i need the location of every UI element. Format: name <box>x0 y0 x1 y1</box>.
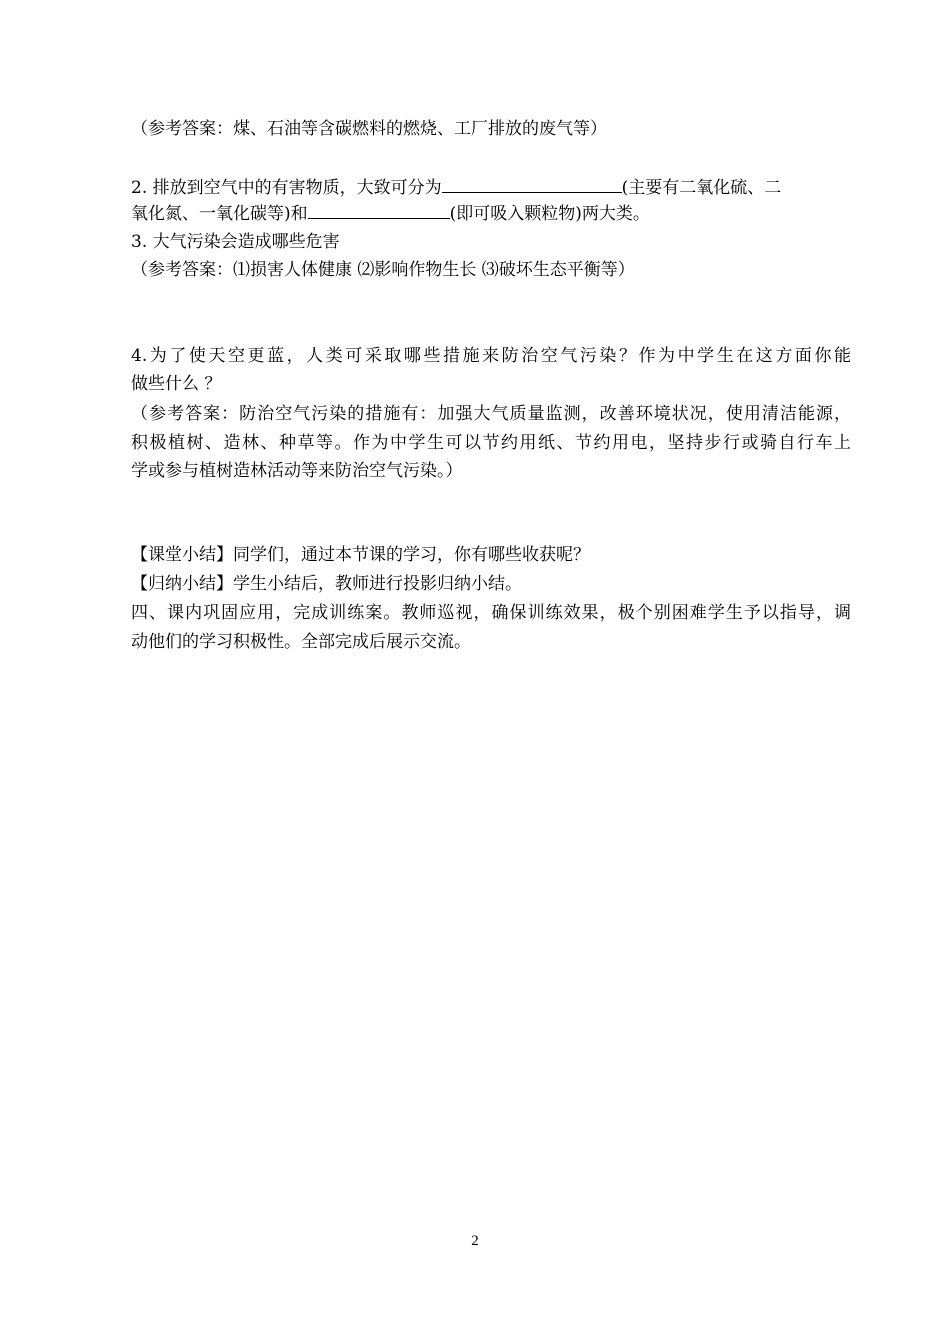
q2-line1-end: (主要有二氧化硫、二 <box>621 178 782 198</box>
class-summary: 【课堂小结】同学们，通过本节课的学习，你有哪些收获呢？ <box>131 545 590 565</box>
q3-answer: （参考答案：⑴损害人体健康 ⑵影响作物生长 ⑶破坏生态平衡等） <box>131 260 635 280</box>
page-number: 2 <box>471 1233 479 1249</box>
q2-line2-start: 氧化氮、一氧化碳等)和 <box>131 204 308 224</box>
q4-line2: 做些什么 ？ <box>131 374 222 394</box>
q3-question: 3. 大气污染会造成哪些危害 <box>131 232 340 252</box>
q4-answer-line1: （参考答案：防治空气污染的措施有：加强大气质量监测，改善环境状况，使用清洁能源， <box>131 404 851 424</box>
induction-summary: 【归纳小结】学生小结后，教师进行投影归纳小结。 <box>131 574 522 594</box>
q2-line2 <box>131 202 851 225</box>
q4-line1: 4.为了使天空更蓝，人类可采取哪些措施来防治空气污染？作为中学生在这方面你能 <box>131 346 851 366</box>
q2-line1-start: 2. 排放到空气中的有害物质，大致可分为 <box>131 178 442 198</box>
q2-line1 <box>131 176 851 199</box>
q2-blank-2[interactable] <box>308 202 450 219</box>
q2-line2-end: (即可吸入颗粒物)两大类。 <box>449 204 650 224</box>
q1-answer: （参考答案：煤、石油等含碳燃料的燃烧、工厂排放的废气等） <box>131 119 607 139</box>
q4-answer-line2: 积极植树、造林、种草等。作为中学生可以节约用纸、节约用电，坚持步行或骑自行车上 <box>131 433 851 453</box>
q4-answer-line3: 学或参与植树造林活动等来防治空气污染。） <box>131 461 463 481</box>
q2-blank-1[interactable] <box>442 176 622 193</box>
step4-line1: 四、课内巩固应用，完成训练案。教师巡视，确保训练效果，极个别困难学生予以指导，调 <box>131 603 851 623</box>
step4-line2: 动他们的学习积极性。全部完成后展示交流。 <box>131 632 471 652</box>
